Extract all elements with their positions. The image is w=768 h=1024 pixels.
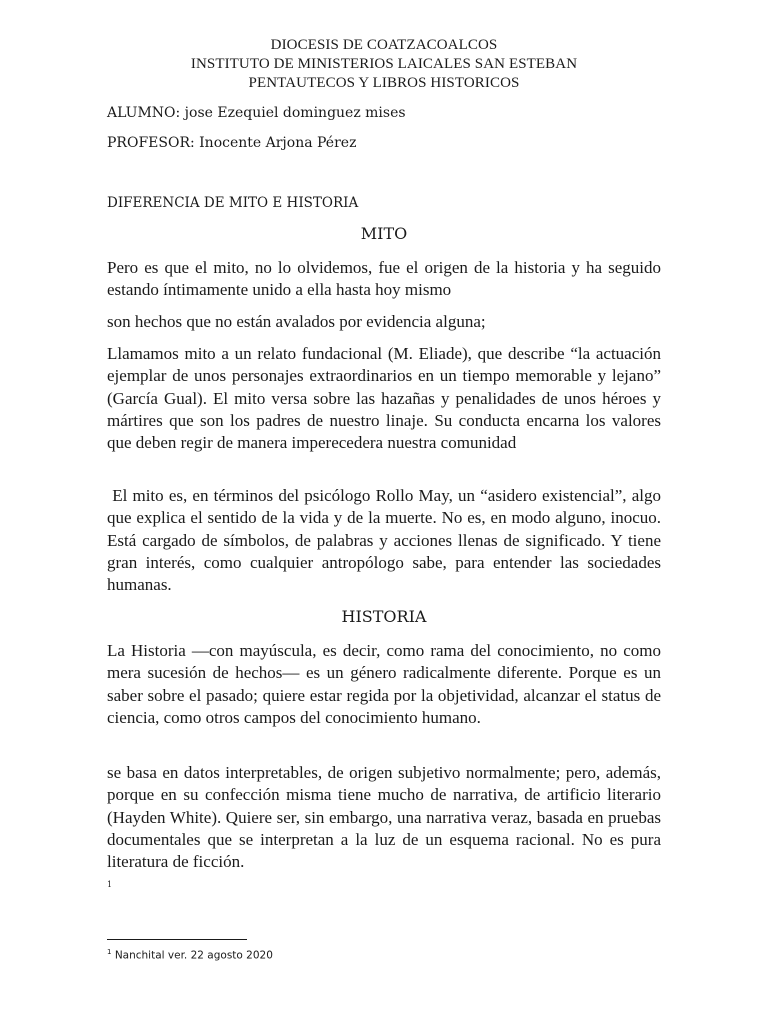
mito-paragraph-3: Llamamos mito a un relato fundacional (M. Eliade), que describe “la actuación ejemplar de unos personajes extraordinarios en un tiempo memorable y lejano” (García Gual). El mito versa sobre las hazañas y penalidades de unos héroes y mártires que son los padres de nuestro linaje. Su conducta encarna los valores que deben regir de manera imperecedera nuestra comunidad [107, 344, 661, 453]
footnote [107, 945, 273, 963]
historia-paragraph-2: se basa en datos interpretables, de origen subjetivo normalmente; pero, además, porque en su confección misma tiene mucho de narrativa, de artificio literario (Hayden White). Quiere ser, sin embargo, una narrativa veraz, basada en pruebas documentales que se interpretan a la luz de un esquema racional. No es pura literatura de ficción. [107, 763, 661, 872]
mito-paragraph-1: Pero es que el mito, no lo olvidemos, fue el origen de la historia y ha seguido estando íntimamente unido a ella hasta hoy mismo [107, 258, 661, 300]
mito-paragraph-4: El mito es, en términos del psicólogo Rollo May, un “asidero existencial”, algo que explica el sentido de la vida y de la muerte. No es, en modo alguno, inocuo. Está cargado de símbolos, de palabras y acciones llenas de significado. Y tiene gran interés, como cualquier antropólogo sabe, para entender las sociedades humanas. [107, 486, 666, 595]
document-header [0, 36, 768, 93]
footnote-text: Nanchital ver. 22 agosto 2020 [114, 949, 273, 962]
section-title-mito: MITO [360, 224, 408, 243]
footnote-reference: 1 [107, 880, 113, 889]
footnote-marker: 1 [107, 948, 112, 956]
document-subject: DIFERENCIA DE MITO E HISTORIA [107, 195, 359, 211]
section-title-historia: HISTORIA [341, 607, 427, 626]
student-line: ALUMNO: jose Ezequiel dominguez mises [107, 105, 406, 121]
header-institute: INSTITUTO DE MINISTERIOS LAICALES SAN ESTEBAN [190, 56, 578, 72]
header-diocese: DIOCESIS DE COATZACOALCOS [270, 37, 498, 53]
header-course: PENTAUTECOS Y LIBROS HISTORICOS [248, 75, 520, 91]
mito-paragraph-2: son hechos que no están avalados por evidencia alguna; [107, 312, 486, 331]
historia-paragraph-1: La Historia —con mayúscula, es decir, como rama del conocimiento, no como mera sucesión de hechos— es un género radicalmente diferente. Porque es un saber sobre el pasado; quiere estar regida por la objetividad, alcanzar el status de ciencia, como otros campos del conocimiento humano. [107, 641, 661, 727]
teacher-line: PROFESOR: Inocente Arjona Pérez [107, 135, 357, 151]
footnote-separator [107, 939, 247, 940]
